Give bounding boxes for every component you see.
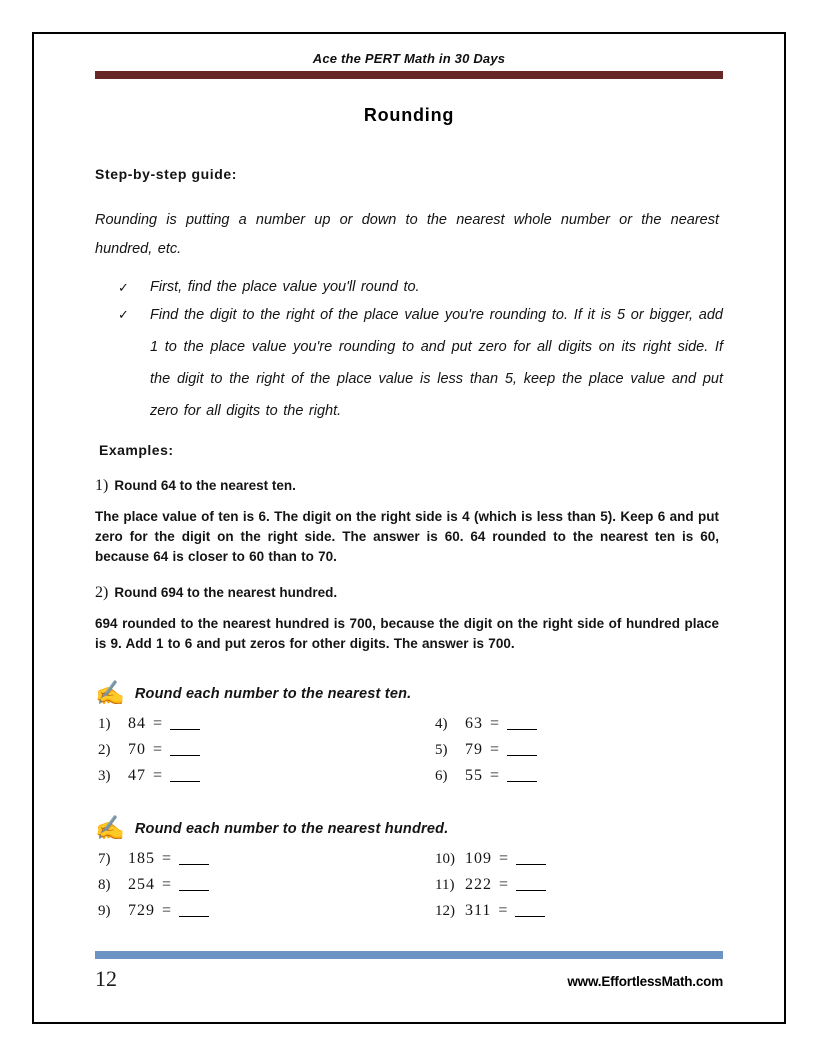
equals-sign: = [162, 902, 172, 919]
checkmark-icon: ✓ [118, 307, 129, 322]
item-number: 1) [98, 716, 111, 732]
exercise-item [98, 715, 435, 741]
exercise-column-right [435, 715, 537, 793]
website-link[interactable]: www.EffortlessMath.com [567, 974, 723, 989]
book-title: Ace the PERT Math in 30 Days [312, 51, 506, 66]
answer-blank [170, 717, 200, 730]
item-number: 3) [98, 768, 111, 784]
answer-blank [515, 904, 545, 917]
answer-blank [507, 717, 537, 730]
item-value: 55 [465, 767, 483, 784]
exercise-item [98, 902, 435, 928]
equals-sign: = [153, 741, 163, 758]
item-number: 6) [435, 768, 448, 784]
equals-sign: = [490, 715, 500, 732]
exercise-item [435, 741, 537, 767]
item-number: 12) [435, 903, 455, 919]
examples-heading: Examples: [99, 442, 174, 458]
equals-sign: = [499, 876, 509, 893]
item-value: 185 [128, 850, 155, 867]
guide-bullets [95, 276, 723, 427]
checkmark-icon: ✓ [118, 280, 129, 295]
exercise-header [95, 681, 723, 707]
example-explanation: 694 rounded to the nearest hundred is 700, because the digit on the right side of hundred place is 9. Add 1 to 6 and put zeros for other digits. The answer is 700. [95, 616, 719, 651]
exercise-item [98, 741, 435, 767]
item-number: 5) [435, 742, 448, 758]
worksheet-page [32, 32, 786, 1024]
item-value: 254 [128, 876, 155, 893]
exercise-item [98, 850, 435, 876]
guide-intro: Rounding is putting a number up or down to the nearest whole number or the nearest hundred, etc. [95, 212, 719, 257]
page-number: 12 [95, 966, 117, 991]
item-value: 47 [128, 767, 146, 784]
header-rule [95, 71, 723, 79]
bullet-text: First, find the place value you'll round to. [150, 279, 420, 295]
exercise-instruction: Round each number to the nearest hundred. [134, 821, 449, 837]
equals-sign: = [490, 767, 500, 784]
item-value: 222 [465, 876, 492, 893]
exercise-item [435, 767, 537, 793]
exercise-grid [95, 850, 723, 928]
answer-blank [516, 878, 546, 891]
exercise-item [435, 876, 546, 902]
equals-sign: = [162, 850, 172, 867]
example-number: 2) [95, 584, 109, 601]
bullet-text: Find the digit to the right of the place value you're rounding to. If it is 5 or bigger, add 1 to the place value you're rounding to and put zero for all digits on its right side. If the digit to the right of the place value is less than 5, keep the place value and put zero for all digits to the right. [150, 307, 723, 419]
exercise-item [98, 876, 435, 902]
item-number: 8) [98, 877, 111, 893]
equals-sign: = [153, 715, 163, 732]
example-2 [95, 583, 723, 654]
exercise-instruction: Round each number to the nearest ten. [134, 686, 412, 702]
exercise-item [435, 902, 546, 928]
answer-blank [507, 743, 537, 756]
item-number: 2) [98, 742, 111, 758]
guide-bullet [95, 276, 723, 299]
exercise-section-ten [95, 681, 723, 793]
answer-blank [516, 852, 546, 865]
example-number: 1) [95, 477, 109, 494]
footer-rule [95, 951, 723, 959]
equals-sign: = [490, 741, 500, 758]
footer [95, 966, 723, 992]
exercise-header [95, 816, 723, 842]
item-value: 84 [128, 715, 146, 732]
answer-blank [170, 769, 200, 782]
writing-hand-icon: ✍ [95, 680, 125, 707]
item-value: 109 [465, 850, 492, 867]
item-number: 10) [435, 851, 455, 867]
answer-blank [170, 743, 200, 756]
item-value: 79 [465, 741, 483, 758]
answer-blank [179, 904, 209, 917]
example-1 [95, 476, 723, 567]
equals-sign: = [153, 767, 163, 784]
exercise-item [98, 767, 435, 793]
exercise-item [435, 715, 537, 741]
exercise-item [435, 850, 546, 876]
example-prompt-text: Round 694 to the nearest hundred. [114, 585, 338, 600]
exercise-section-hundred [95, 816, 723, 928]
item-value: 311 [465, 902, 492, 919]
item-value: 729 [128, 902, 155, 919]
item-value: 63 [465, 715, 483, 732]
exercise-column-left [95, 850, 435, 928]
equals-sign: = [498, 902, 508, 919]
item-value: 70 [128, 741, 146, 758]
guide-heading: Step-by-step guide: [95, 166, 238, 182]
example-prompt [95, 583, 723, 603]
answer-blank [179, 852, 209, 865]
answer-blank [179, 878, 209, 891]
guide-bullet [95, 299, 723, 427]
exercise-column-right [435, 850, 546, 928]
exercise-grid [95, 715, 723, 793]
example-prompt [95, 476, 723, 496]
item-number: 9) [98, 903, 111, 919]
writing-hand-icon: ✍ [95, 815, 125, 842]
example-explanation: The place value of ten is 6. The digit on the right side is 4 (which is less than 5). Keep 6 and put zero for the digit on the right side. The answer is 60. 64 rounded to the nearest ten is 60, because 64 is closer to 60 than to 70. [95, 509, 719, 564]
exercise-column-left [95, 715, 435, 793]
equals-sign: = [499, 850, 509, 867]
item-number: 7) [98, 851, 111, 867]
equals-sign: = [162, 876, 172, 893]
item-number: 11) [435, 877, 455, 893]
page-title: Rounding [363, 105, 455, 125]
answer-blank [507, 769, 537, 782]
example-prompt-text: Round 64 to the nearest ten. [114, 478, 296, 493]
item-number: 4) [435, 716, 448, 732]
